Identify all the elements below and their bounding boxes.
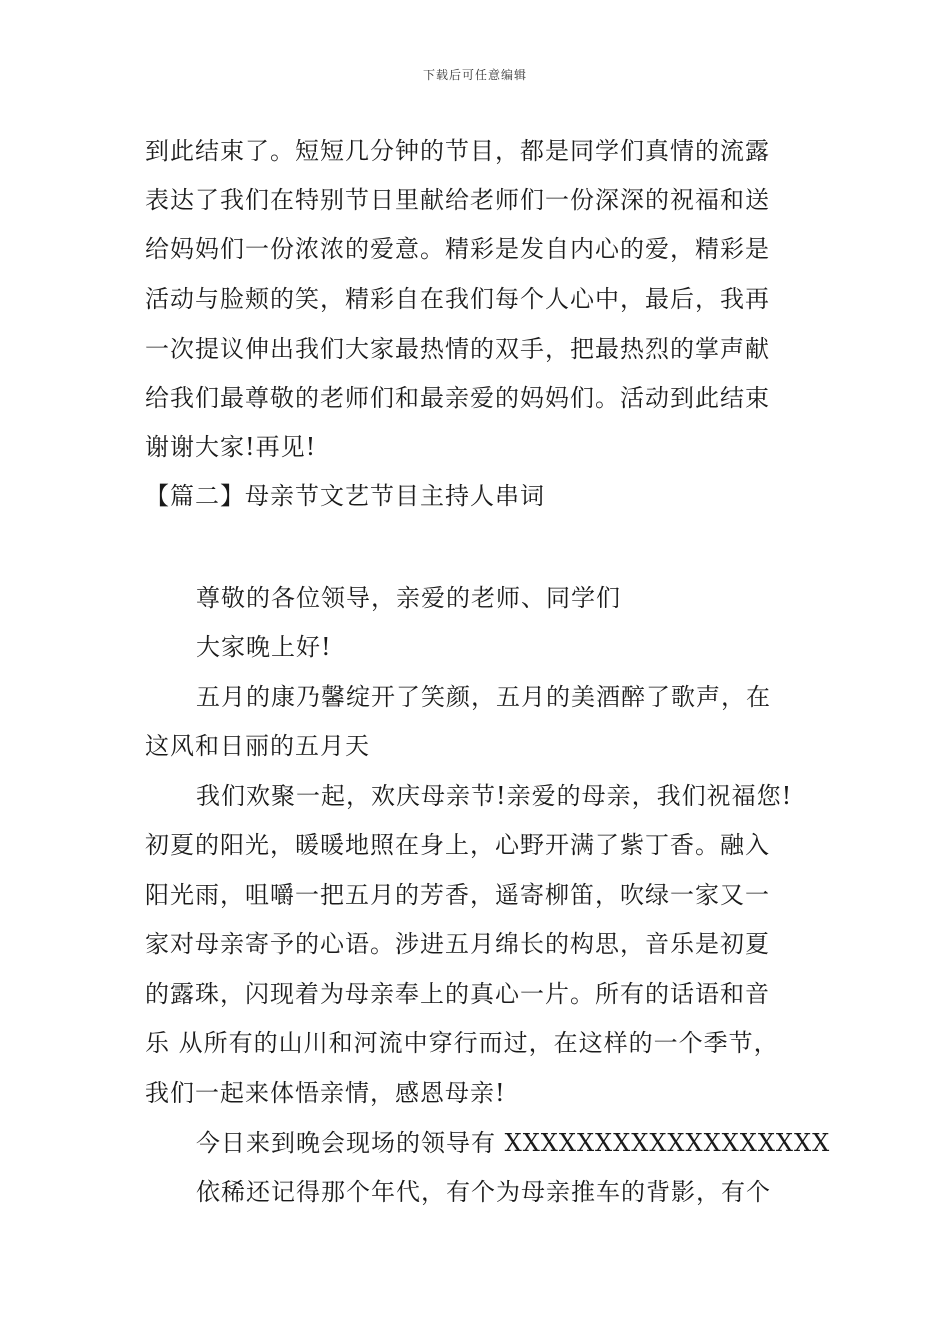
- body-line: 活动与脸颊的笑，精彩自在我们每个人心中，最后，我再: [145, 285, 770, 313]
- body-line: 依稀还记得那个年代，有个为母亲推车的背影，有个: [196, 1178, 771, 1206]
- body-line: 尊敬的各位领导，亲爱的老师、同学们: [196, 584, 621, 612]
- body-line: 家对母亲寄予的心语。涉进五月绵长的构思，音乐是初夏: [145, 930, 770, 958]
- body-line: 这风和日丽的五月天: [145, 732, 370, 760]
- body-line: 我们一起来体悟亲情，感恩母亲!: [145, 1079, 506, 1107]
- body-line: 表达了我们在特别节日里献给老师们一份深深的祝福和送: [145, 186, 770, 214]
- body-line: 乐 从所有的山川和河流中穿行而过，在这样的一个季节，: [145, 1029, 779, 1057]
- body-line: 我们欢聚一起，欢庆母亲节!亲爱的母亲，我们祝福您!: [196, 782, 793, 810]
- body-line: 五月的康乃馨绽开了笑颜，五月的美酒醉了歌声，在: [196, 683, 771, 711]
- body-line: 谢谢大家!再见!: [145, 433, 317, 461]
- body-line: 阳光雨，咀嚼一把五月的芳香，遥寄柳笛，吹绿一家又一: [145, 881, 770, 909]
- body-line: 一次提议伸出我们大家最热情的双手，把最热烈的掌声献: [145, 335, 770, 363]
- body-line: 今日来到晚会现场的领导有 XXXXXXXXXXXXXXXXXX: [196, 1129, 831, 1157]
- body-line: 大家晚上好!: [196, 633, 332, 661]
- body-line: 初夏的阳光，暖暖地照在身上，心野开满了紫丁香。融入: [145, 831, 770, 859]
- body-line: 的露珠，闪现着为母亲奉上的真心一片。所有的话语和音: [145, 980, 770, 1008]
- body-line: 到此结束了。短短几分钟的节目，都是同学们真情的流露: [145, 137, 770, 165]
- body-line: 给妈妈们一份浓浓的爱意。精彩是发自内心的爱，精彩是: [145, 235, 770, 263]
- body-line: 给我们最尊敬的老师们和最亲爱的妈妈们。活动到此结束: [145, 384, 770, 412]
- page-header: 下载后可任意编辑: [422, 68, 527, 82]
- section-heading: 【篇二】母亲节文艺节目主持人串词: [145, 482, 545, 510]
